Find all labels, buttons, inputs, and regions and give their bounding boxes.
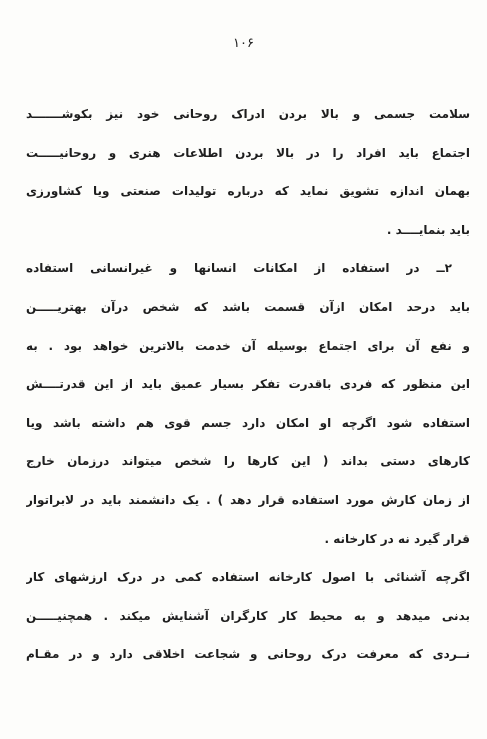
text-line: قرار گیرد نه در کارخانه .	[324, 531, 470, 546]
page-number: ۱۰۶	[233, 36, 254, 51]
text-line: این منظور که فردی باقدرت تفکر بسیار عمیق باید از این قدرتــــش	[26, 377, 470, 392]
text-line: باید بنمایــــد .	[386, 222, 470, 237]
text-line: سلامت جسمی و بالا بردن ادراک روحانی خود نیز بکوشـــــــد	[26, 107, 470, 121]
body-text	[26, 103, 470, 682]
text-line: بهمان اندازه تشویق نماید که درباره تولیدات صنعتی ویا کشاورزی	[26, 184, 470, 199]
text-line: اجتماع باید افراد را در بالا بردن اطلاعات هنری و روحانیـــــت	[26, 145, 470, 160]
text-line: و نفع آن برای اجتماع بوسیله آن خدمت بالاترین خواهد بود . به	[26, 338, 470, 353]
text-line: از زمان کارش مورد استفاده قرار دهد ) . یک دانشمند باید در لابراتوار	[26, 492, 470, 507]
text-line: نــردی که معرفت درک روحانی و شجاعت اخلاقی دارد و در مقـام	[26, 647, 470, 662]
text-line: باید درحد امکان ازآن قسمت باشد که شخص درآن بهتریـــــن	[26, 299, 470, 314]
text-line: کارهای دستی بداند ( این کارها را شخص میتواند درزمان خارج	[26, 454, 470, 469]
text-line: اگرچه آشنائی با اصول کارخانه استفاده کمی در درک ارزشهای کار	[26, 570, 470, 585]
text-line: استفاده شود اگرچه او امکان دارد جسم قوی هم داشته باشد ویا	[26, 415, 470, 430]
text-line: ۲ــ در استفاده از امکانات انسانها و غیرانسانی استفاده	[26, 261, 452, 276]
text-line: بدنی میدهد و به محیط کار کارگران آشنایش میکند . همچنیـــــن	[26, 608, 470, 623]
